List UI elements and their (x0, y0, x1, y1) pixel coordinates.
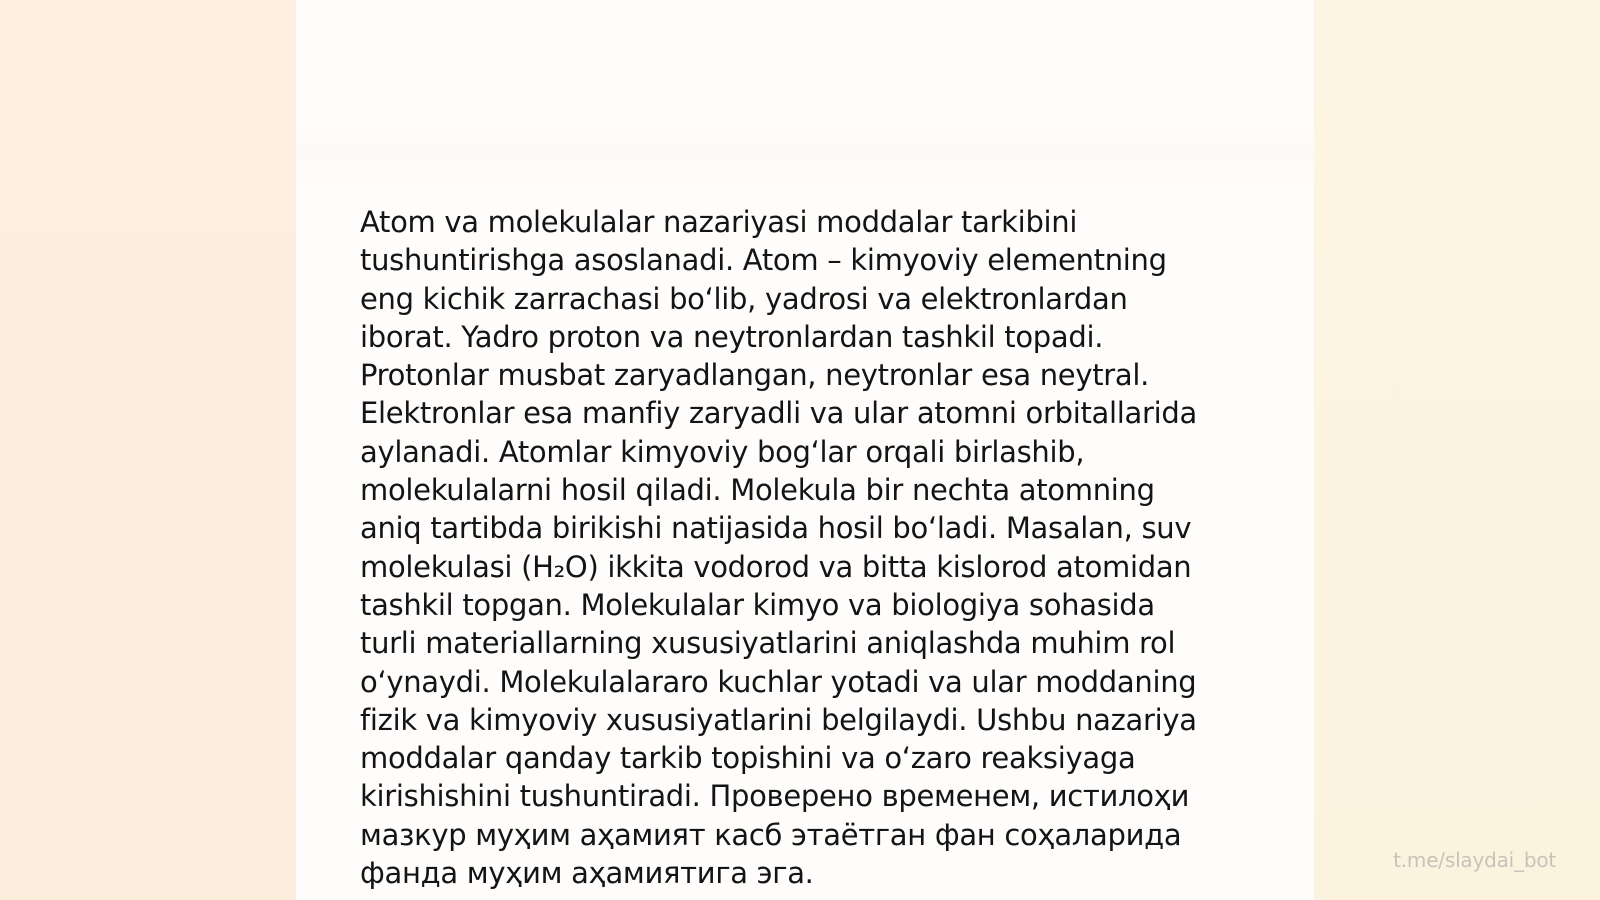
slide-body-text: Atom va molekulalar nazariyasi moddalar tarkibini tushuntirishga asoslanadi. Atom – kimyoviy elementning eng kichik zarrachasi bo‘lib, yadrosi va elektronlardan iborat. Yadro proton va neytronlardan tashkil topadi. Protonlar musbat zaryadlangan, neytronlar esa neytral. Elektronlar esa manfiy zaryadli va ular atomni orbitallarida aylanadi. Atomlar kimyoviy bog‘lar orqali birlashib, molekulalarni hosil qiladi. Molekula bir nechta atomning aniq tartibda birikishi natijasida hosil bo‘ladi. Masalan, suv molekulasi (H₂O) ikkita vodorod va bitta kislorod atomidan tashkil topgan. Molekulalar kimyo va biologiya sohasida turli materiallarning xususiyatlarini aniqlashda muhim rol o‘ynaydi. Molekulalararo kuchlar yotadi va ular moddaning fizik va kimyoviy xususiyatlarini belgilaydi. Ushbu nazariya moddalar qanday tarkib topishini va o‘zaro reaksiyaga kirishishini tushuntiradi. Проверено временем, истилоҳи мазкур муҳим аҳамият касб этаётган фан соҳаларида фанда муҳим аҳамиятига эга. (360, 205, 1197, 891)
panel-decorative-band (296, 120, 1314, 190)
slide-content-panel (296, 0, 1314, 900)
watermark-text: t.me/slaydai_bot (1393, 848, 1556, 872)
right-background (1314, 0, 1600, 900)
left-background (0, 0, 296, 900)
